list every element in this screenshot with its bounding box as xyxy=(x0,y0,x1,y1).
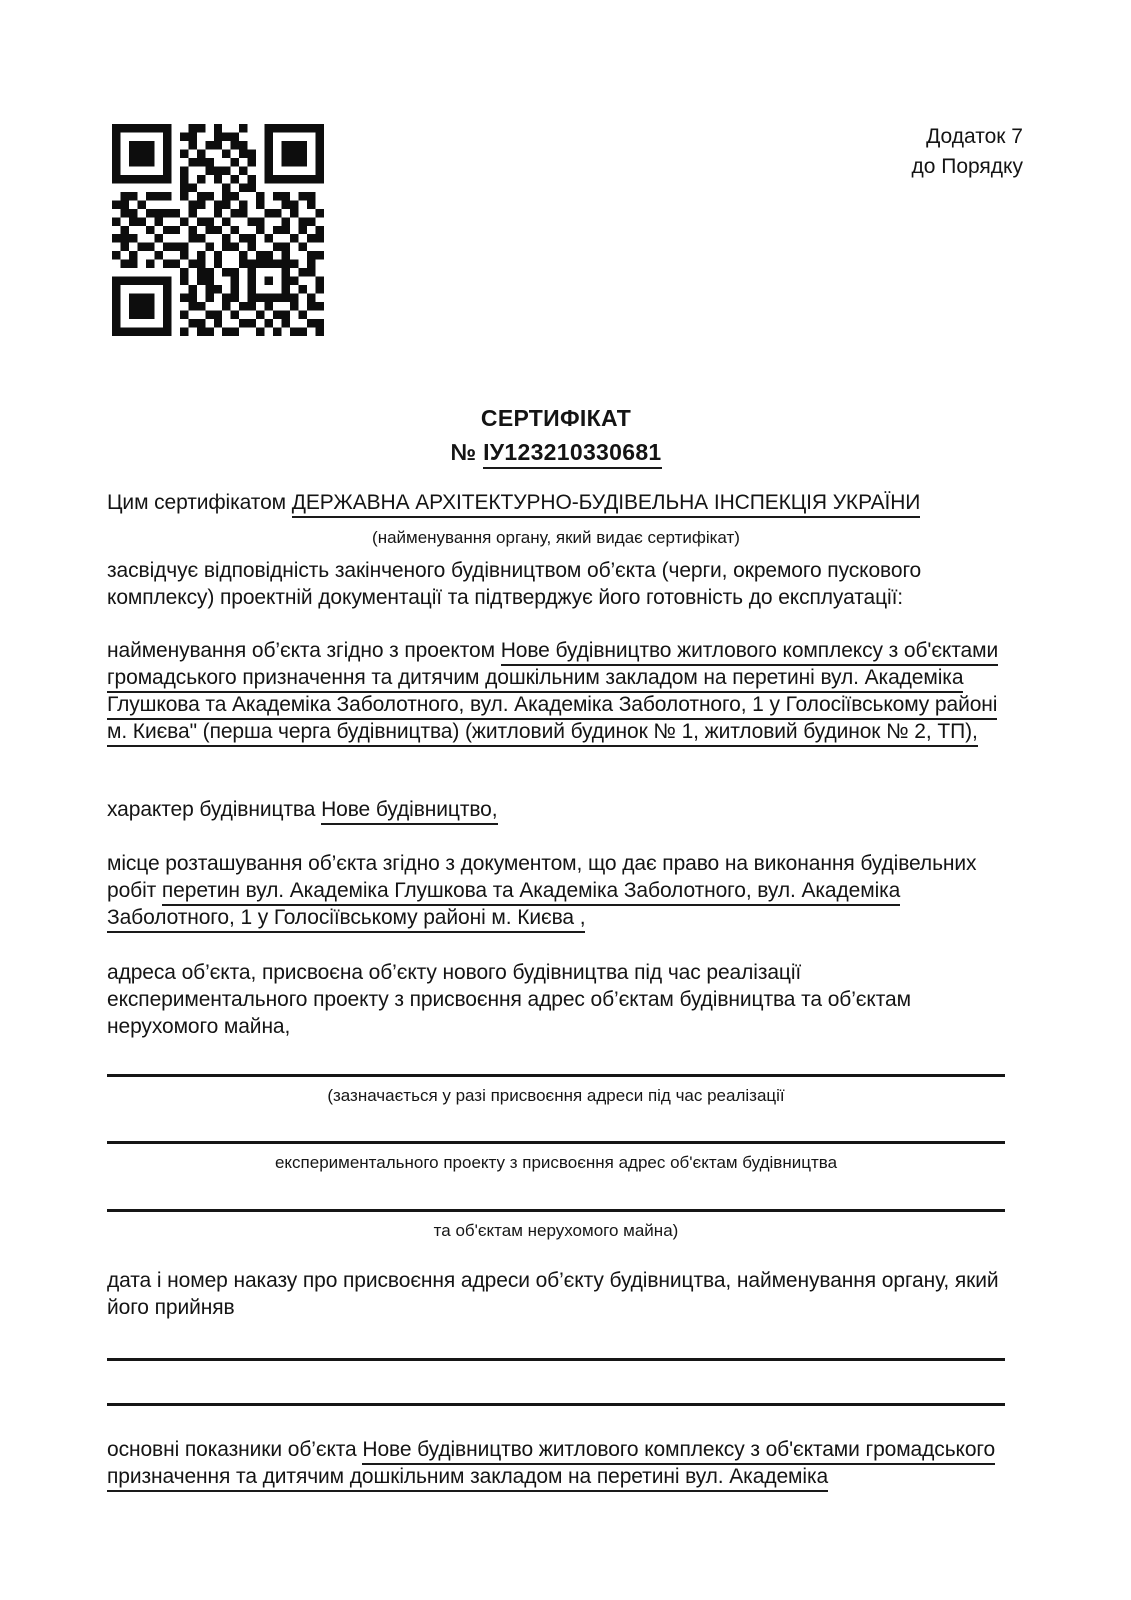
paragraph-address: адреса об’єкта, присвоєна об’єкту нового будівництва під час реалізації експериментального проекту з присвоєння адрес об’єктам будівництва та об’єктам нерухомого майна, xyxy=(107,961,911,1038)
certificate-number-prefix: № xyxy=(450,439,484,465)
annex-line-1: Додаток 7 xyxy=(926,125,1023,148)
field-caption: експериментального проекту з присвоєння адрес об'єктам будівництва xyxy=(274,1153,838,1172)
issuer-caption: (найменування органу, який видає сертифікат) xyxy=(372,528,740,547)
qr-code-image xyxy=(112,124,324,336)
fill-line-2 xyxy=(107,1141,1005,1174)
document-title: СЕРТИФІКАТ xyxy=(480,405,632,431)
fill-rule xyxy=(107,1141,1005,1144)
qr-code xyxy=(112,124,324,336)
annex-line-2: до Порядку xyxy=(911,155,1023,178)
field-caption: (зазначається у разі присвоєння адреси під час реалізації xyxy=(327,1086,785,1105)
field-caption: та об'єктам нерухомого майна) xyxy=(433,1221,679,1240)
document-title-block xyxy=(107,401,1005,469)
fill-line-3 xyxy=(107,1209,1005,1242)
paragraph-order-info: дата і номер наказу про присвоєння адреси об’єкту будівництва, найменування органу, який його прийняв xyxy=(107,1269,999,1319)
paragraph-construction-type: характер будівництва Нове будівництво, xyxy=(107,796,1005,823)
paragraph-certifies: засвідчує відповідність закінченого будівництвом об’єкта (черги, окремого пускового комплексу) проектній документації та підтверджує його готовність до експлуатації: xyxy=(107,559,922,609)
paragraph-object-name: найменування об’єкта згідно з проектом Нове будівництво житлового комплексу з об'єктами громадського призначення та дитячим дошкільним закладом на перетині вул. Академіка Глушкова та Академіка Заболотного, вул. Академіка Заболотного, 1 у Голосіївському районі м. Києва" (перша черга будівництва) (житловий будинок № 1, житловий будинок № 2, ТП), xyxy=(107,637,1005,745)
paragraph-issuer: Цим сертифікатом ДЕРЖАВНА АРХІТЕКТУРНО-БУДІВЕЛЬНА ІНСПЕКЦІЯ УКРАЇНИ xyxy=(107,489,1005,516)
fill-rule xyxy=(107,1358,1005,1361)
fill-rule xyxy=(107,1403,1005,1406)
annex-note xyxy=(911,122,1023,182)
certificate-number xyxy=(107,435,1005,469)
paragraph-location: місце розташування об’єкта згідно з документом, що дає право на виконання будівельних робіт перетин вул. Академіка Глушкова та Академіка Заболотного, вул. Академіка Заболотного, 1 у Голосіївському районі м. Києва , xyxy=(107,850,1005,931)
certificate-number-value: ІУ123210330681 xyxy=(483,439,661,469)
fill-rule xyxy=(107,1209,1005,1212)
fill-rule xyxy=(107,1074,1005,1077)
paragraph-indicators: основні показники об’єкта Нове будівництво житлового комплексу з об'єктами громадського призначення та дитячим дошкільним закладом на перетині вул. Академіка xyxy=(107,1436,1005,1490)
fill-line-1 xyxy=(107,1074,1005,1107)
